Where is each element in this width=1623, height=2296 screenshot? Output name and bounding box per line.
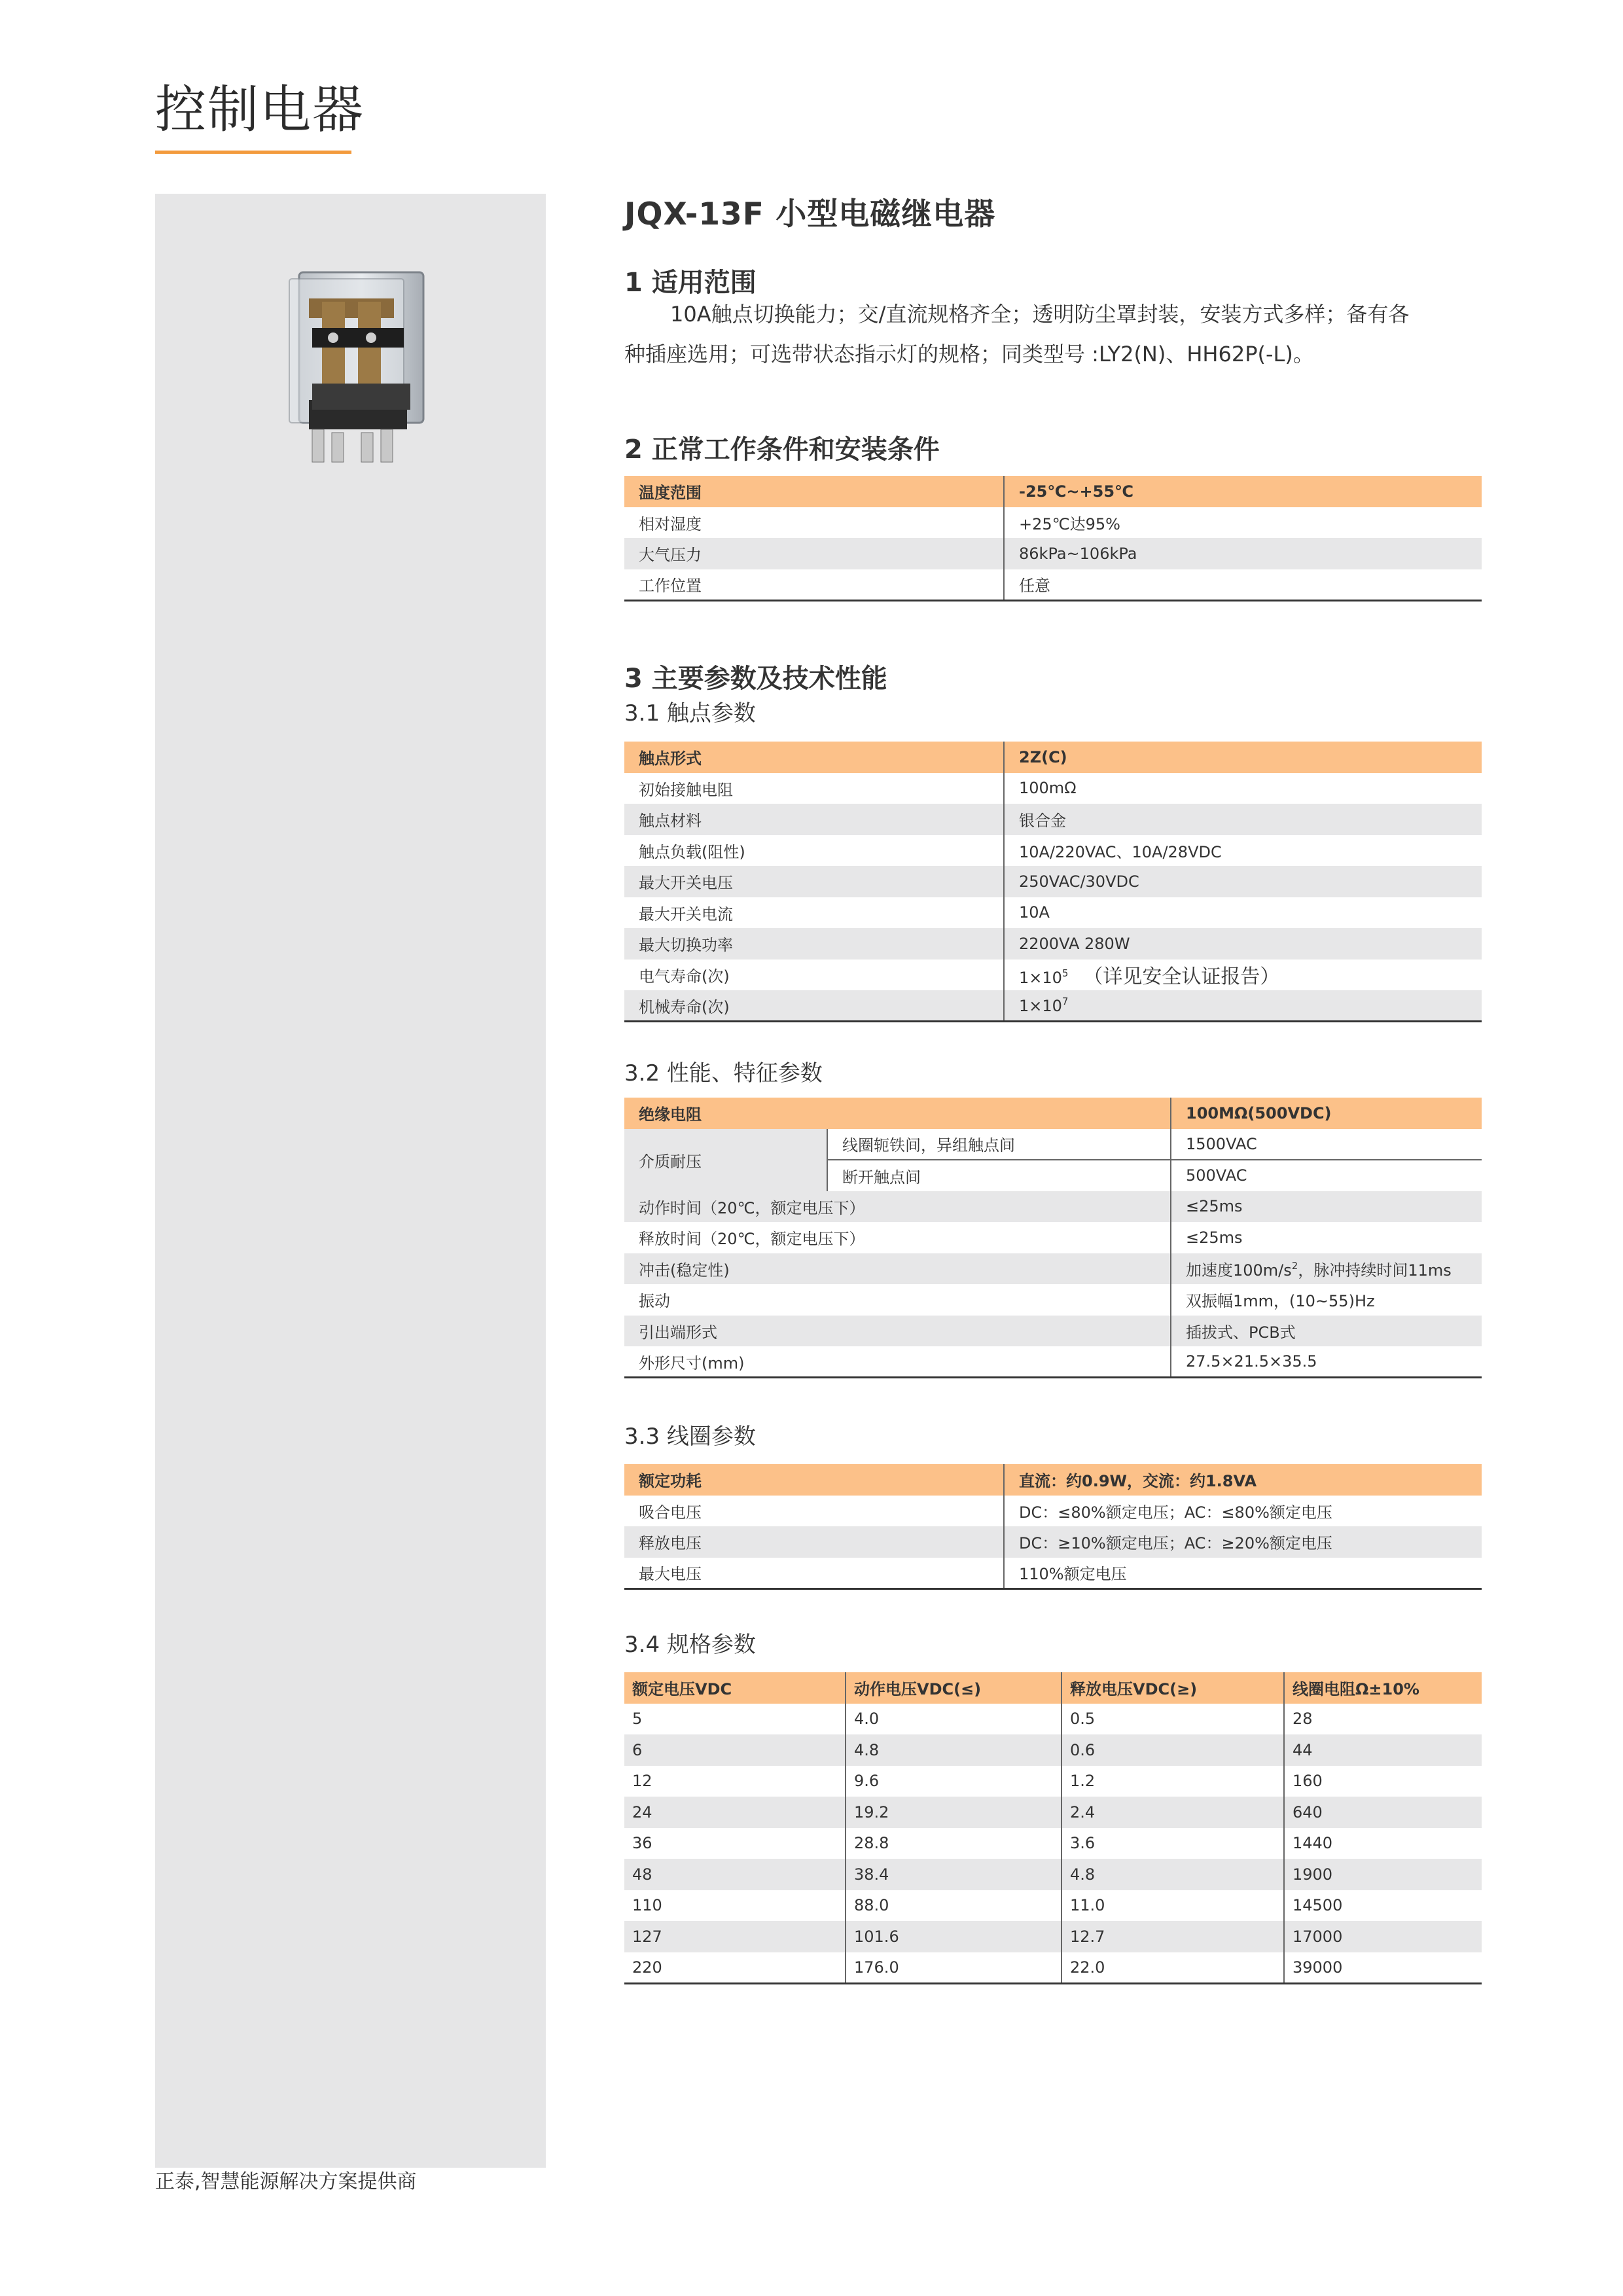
cell-value: 任意 — [1004, 569, 1482, 601]
table-row — [624, 569, 1482, 601]
cell-label: 额定功耗 — [624, 1464, 1004, 1496]
cell: 101.6 — [846, 1921, 1061, 1952]
cell-value: DC：≥10%额定电压；AC：≥20%额定电压 — [1004, 1526, 1482, 1558]
cell: 38.4 — [846, 1859, 1061, 1890]
value-note: （详见安全认证报告） — [1083, 965, 1280, 989]
value-base: 1×10 — [1019, 969, 1062, 988]
cell-label: 引出端形式 — [624, 1316, 1171, 1347]
cell-value: +25℃达95% — [1004, 507, 1482, 539]
cell: 1.2 — [1061, 1766, 1284, 1797]
table-row — [624, 1526, 1482, 1558]
table-row — [624, 1346, 1482, 1378]
cell-value: 100mΩ — [1004, 773, 1482, 804]
table-row — [624, 1734, 1482, 1766]
cell-value — [1004, 990, 1482, 1022]
table-row — [624, 1952, 1482, 1984]
cell-label: 释放时间（20℃，额定电压下） — [639, 1230, 865, 1249]
table-row — [624, 990, 1482, 1022]
cell-sublabel: 线圈轭铁间，异组触点间 — [827, 1129, 1171, 1160]
cell-label: 最大切换功率 — [624, 928, 1004, 960]
table-row — [624, 866, 1482, 897]
section-3-1-heading: 3.1 触点参数 — [624, 700, 756, 726]
cell-value: 双振幅1mm，(10~55)Hz — [1171, 1284, 1482, 1316]
cell: 88.0 — [846, 1890, 1061, 1922]
cell-sublabel: 断开触点间 — [827, 1160, 1171, 1191]
section-1-line-2: 种插座选用；可选带状态指示灯的规格；同类型号 :LY2(N)、HH62P(-L)。 — [624, 342, 1314, 367]
table-row — [624, 1921, 1482, 1952]
table-row — [624, 1890, 1482, 1922]
cell-label: 大气压力 — [624, 538, 1004, 569]
cell: 9.6 — [846, 1766, 1061, 1797]
cell: 4.0 — [846, 1704, 1061, 1735]
cell: 39000 — [1284, 1952, 1482, 1984]
cell-value — [1004, 960, 1482, 991]
cell-value: ≤25ms — [1171, 1222, 1482, 1253]
cell-value: 100MΩ(500VDC) — [1171, 1098, 1482, 1129]
column-header: 线圈电阻Ω±10% — [1284, 1672, 1482, 1704]
cell: 4.8 — [1061, 1859, 1284, 1890]
cell-label: 释放电压 — [624, 1526, 1004, 1558]
cell-label: 触点负载(阻性) — [639, 842, 745, 861]
section-1-line-1: 10A触点切换能力；交/直流规格齐全；透明防尘罩封装，安装方式多样；备有各 — [670, 302, 1410, 327]
section-3-4-heading: 3.4 规格参数 — [624, 1632, 756, 1658]
cell-value: 2Z(C) — [1004, 742, 1482, 773]
section-3-heading: 3 主要参数及技术性能 — [624, 664, 887, 694]
column-header: 额定电压VDC — [624, 1672, 846, 1704]
cell: 11.0 — [1061, 1890, 1284, 1922]
table-row — [624, 1464, 1482, 1496]
cell: 24 — [624, 1797, 846, 1828]
cell: 6 — [624, 1734, 846, 1766]
value-exponent: 2 — [1291, 1259, 1298, 1272]
cell: 640 — [1284, 1797, 1482, 1828]
cell: 110 — [632, 1896, 662, 1915]
cell-value: 2200VA 280W — [1004, 928, 1482, 960]
table-row — [624, 1496, 1482, 1527]
cell: 17000 — [1284, 1921, 1482, 1952]
cell-label: 冲击(稳定性) — [624, 1253, 1171, 1285]
specification-table — [624, 1672, 1482, 1984]
cell-value: DC：≤80%额定电压；AC：≤80%额定电压 — [1004, 1496, 1482, 1527]
table-row — [624, 1859, 1482, 1890]
cell-label: 机械寿命(次) — [624, 990, 1004, 1022]
cell-value: 10A — [1004, 897, 1482, 929]
cell-value: 86kPa~106kPa — [1004, 538, 1482, 569]
cell-label: 吸合电压 — [639, 1503, 702, 1522]
contact-params-table — [624, 742, 1482, 1022]
cell: 5 — [632, 1710, 643, 1729]
section-1-text — [624, 295, 1482, 374]
cell-label: 最大电压 — [624, 1558, 1004, 1589]
cell-label: 相对湿度 — [639, 514, 702, 533]
conditions-table — [624, 476, 1482, 601]
page-section-title: 控制电器 — [155, 81, 365, 139]
cell: 19.2 — [846, 1797, 1061, 1828]
table-row — [624, 804, 1482, 835]
cell-label: 动作时间（20℃，额定电压下） — [624, 1191, 1171, 1223]
sidebar-panel — [155, 194, 546, 2168]
cell: 44 — [1284, 1734, 1482, 1766]
performance-table — [624, 1098, 1482, 1378]
cell-value: 1500VAC — [1171, 1129, 1482, 1160]
cell-value: 110%额定电压 — [1004, 1558, 1482, 1589]
table-row — [624, 928, 1482, 960]
cell: 3.6 — [1061, 1828, 1284, 1859]
table-row — [624, 1222, 1482, 1253]
cell: 176.0 — [846, 1952, 1061, 1984]
cell-value: 10A/220VAC、10A/28VDC — [1004, 835, 1482, 867]
table-row — [624, 1284, 1482, 1316]
section-3-2-heading: 3.2 性能、特征参数 — [624, 1060, 823, 1086]
cell: 160 — [1284, 1766, 1482, 1797]
cell: 22.0 — [1061, 1952, 1284, 1984]
cell-value: 250VAC/30VDC — [1004, 866, 1482, 897]
cell-value: ≤25ms — [1171, 1191, 1482, 1223]
table-row — [624, 1704, 1482, 1735]
cell: 28.8 — [846, 1828, 1061, 1859]
table-header-row — [624, 1672, 1482, 1704]
table-row — [624, 1316, 1482, 1347]
table-row — [624, 1253, 1482, 1285]
coil-params-table — [624, 1464, 1482, 1590]
cell-value: 直流：约0.9W，交流：约1.8VA — [1004, 1464, 1482, 1496]
column-header: 动作电压VDC(≤) — [846, 1672, 1061, 1704]
section-1-heading: 1 适用范围 — [624, 268, 757, 298]
value-part-b: ，脉冲持续时间11ms — [1298, 1261, 1452, 1280]
table-row — [624, 476, 1482, 507]
cell: 0.6 — [1061, 1734, 1284, 1766]
cell: 12 — [632, 1772, 652, 1791]
cell: 0.5 — [1061, 1704, 1284, 1735]
product-title: JQX-13F 小型电磁继电器 — [624, 196, 996, 232]
footer-slogan: 正泰,智慧能源解决方案提供商 — [155, 2170, 417, 2193]
value-exponent: 5 — [1061, 967, 1069, 980]
cell: 4.8 — [846, 1734, 1061, 1766]
cell-value: 27.5×21.5×35.5 — [1171, 1346, 1482, 1378]
cell-label: 外形尺寸(mm) — [624, 1346, 1171, 1378]
cell-label: 触点材料 — [624, 804, 1004, 835]
cell: 12.7 — [1061, 1921, 1284, 1952]
table-row — [624, 897, 1482, 929]
title-underline — [155, 151, 351, 154]
cell-value: -25℃~+55℃ — [1004, 476, 1482, 507]
cell-label: 电气寿命(次) — [639, 967, 730, 986]
table-row — [624, 1558, 1482, 1589]
cell-label: 介质耐压 — [624, 1129, 827, 1191]
cell-label: 最大开关电压 — [624, 866, 1004, 897]
table-row — [624, 1828, 1482, 1859]
table-row — [624, 507, 1482, 539]
cell-label: 振动 — [639, 1292, 670, 1311]
table-row — [624, 538, 1482, 569]
cell: 1900 — [1284, 1859, 1482, 1890]
table-row — [624, 1098, 1482, 1129]
cell-label: 工作位置 — [624, 569, 1004, 601]
cell-value — [1171, 1253, 1482, 1285]
cell: 14500 — [1284, 1890, 1482, 1922]
cell: 36 — [632, 1834, 652, 1853]
cell-label: 绝缘电阻 — [624, 1098, 1171, 1129]
cell: 28 — [1284, 1704, 1482, 1735]
cell-label: 最大开关电流 — [639, 905, 733, 924]
table-row — [624, 1129, 1482, 1160]
table-row — [624, 1191, 1482, 1223]
cell-label: 初始接触电阻 — [639, 780, 733, 799]
table-row — [624, 960, 1482, 991]
value-exponent: 7 — [1061, 996, 1069, 1007]
cell: 220 — [624, 1952, 846, 1984]
cell: 127 — [624, 1921, 846, 1952]
section-2-heading: 2 正常工作条件和安装条件 — [624, 435, 940, 465]
table-row — [624, 1797, 1482, 1828]
cell-value: 500VAC — [1171, 1160, 1482, 1191]
table-row — [624, 835, 1482, 867]
cell: 48 — [624, 1859, 846, 1890]
cell: 1440 — [1284, 1828, 1482, 1859]
cell-value: 插拔式、PCB式 — [1171, 1316, 1482, 1347]
section-3-3-heading: 3.3 线圈参数 — [624, 1424, 756, 1450]
value-part-a: 加速度100m/s — [1186, 1261, 1292, 1280]
table-row — [624, 742, 1482, 773]
table-row — [624, 1766, 1482, 1797]
cell-value: 银合金 — [1004, 804, 1482, 835]
relay-product-photo — [286, 266, 433, 488]
cell-label: 温度范围 — [624, 476, 1004, 507]
cell-label: 触点形式 — [624, 742, 1004, 773]
value-base: 1×10 — [1019, 997, 1062, 1015]
column-header: 释放电压VDC(≥) — [1061, 1672, 1284, 1704]
table-row — [624, 773, 1482, 804]
cell: 2.4 — [1061, 1797, 1284, 1828]
